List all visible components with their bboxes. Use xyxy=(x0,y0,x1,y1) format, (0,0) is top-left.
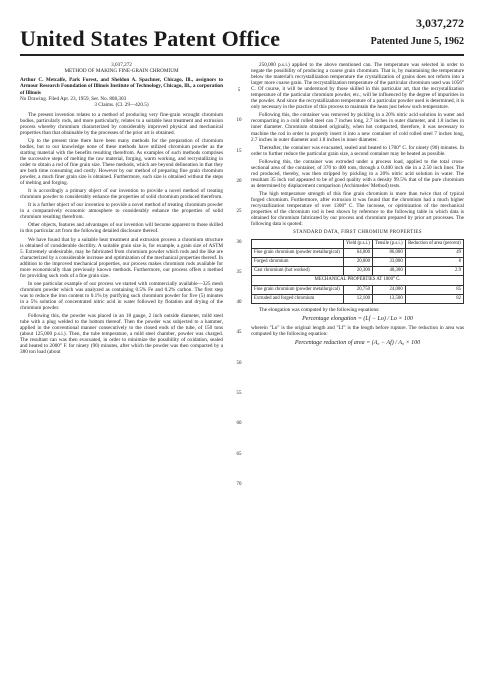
table-cell: 49 xyxy=(405,249,463,258)
line-number: 50 xyxy=(236,360,242,366)
paragraph: We have found that by a suitable heat treatment and extrusion process a chromium structure is obtained of considerable ductility. A suitable grain size is, for example, a grain size of ASTM 5. Extremely undesirable, may be fabricated from chromium powder which rods and the like are characterized by a considerable increase and optimization of the mechanical properties thereof. In addition to the improved mechanical properties, our process makes chromium rods available for more economically than previously known methods. Furthermore, our process offers a method for providing such rods of a fine grain size. xyxy=(20,236,223,279)
line-number: 45 xyxy=(236,330,242,336)
paragraph: The high temperature strength of this fine grain chromium is more than twice that of typical forged chromium. Furthermore, after extrusion it was found that the chromium had a much higher recrystallization temperature of over 1300° C. The increase, or optimization of the mechanical properties of the chromium rod is best shown by reference to the following table in which data is obtained for chromium fabricated by our process and chromium prepared by prior art processes. The following data is quoted: xyxy=(251,190,464,228)
table-cell: Fine grain chromium (powder metallurgical) xyxy=(252,249,344,258)
claims-info: 3 Claims. (Cl. 29—420.5) xyxy=(94,101,149,108)
table-cell: 20,300 xyxy=(343,267,372,276)
table-header-cell: Yield (p.s.i.) xyxy=(343,240,372,249)
header-rule xyxy=(20,54,464,56)
paragraph: 250,000 p.s.i.) applied to the above mentioned can. The temperature was selected in order to negate the possibility of producing a coarse grain chromium. That is, by maintaining the temperature below the material's recrystallization temperature the crystallization of grains does not reform into a larger more coarse grain. The recrystallization temperature of the particular chromium used was 1056° C. Of course, it will be understood by those skilled in this particular art, that the recrystallization temperature of the particular chromium powder, etc., will be influenced by the degree of impurities in the powder. And since the recrystallization temperature of a particular powder used is determined, it is only necessary in the practice of this process to maintain the heats just below such temperature. xyxy=(251,62,464,111)
invention-title: METHOD OF MAKING FINE-GRAIN CHROMIUM xyxy=(64,68,179,75)
paragraph: Thereafter, the container was evacuated, sealed and heated to 1700° C. for ninety (90) minutes. In order to further reduce the particular grain size, a second container may be heated as possible. xyxy=(251,144,464,157)
properties-table xyxy=(251,239,464,303)
paragraph: Up to the present time there have been many methods for the preparation of chromium bodies, but to our knowledge none of these methods have utilized chromium powder as the starting material with the benefits resulting therefrom. As examples of such methods comprises the successive steps of melting the raw material, forging, warm working, and recrystallizing in order to obtain a rod of fine grain size. These methods, which are beyond delineation in that they are both time consuming and costly. However by our method of preparing fine grain chromium powder, a much finer grain size is obtained. Furthermore, such size is obtained without the steps of melting and forging. xyxy=(20,137,223,187)
inventors: Arthur C. Metcalfe, Park Forest, and Sheldon A. Spachner, Chicago, Ill., assignors to Armour Research Foundation of Illinois Institute of Technology, Chicago, Ill., a corporation of Illinois xyxy=(20,77,223,96)
title-block xyxy=(20,62,223,74)
line-number: 20 xyxy=(236,178,242,184)
line-number: 55 xyxy=(236,391,242,396)
line-number: 40 xyxy=(236,300,242,306)
left-column xyxy=(20,62,223,357)
table-header-cell xyxy=(252,240,344,249)
line-number: 25 xyxy=(236,209,242,215)
reduction-formula: Percentage reduction of area = (A₀ − Af) / A₀ × 100 xyxy=(294,339,421,346)
right-column xyxy=(251,62,464,349)
paragraph: It is a further object of our invention to provide a novel method of treating chromium powder in a comparatively economic atmosphere to considerably enhance the properties of solid chromium resulting therefrom. xyxy=(20,202,223,221)
table-cell: 24,000 xyxy=(373,285,406,294)
right-body-a xyxy=(251,62,464,227)
table-cell: 2.9 xyxy=(405,267,463,276)
paragraph: In one particular example of our process we started with commercially available—325 mesh chromium powder which was analyzed as containing 0.5% Fe and 0.2% carbon. The first step was to reduce the iron content to 0.1% by purifying such chromium powder for five (5) minutes in a 5% solution of concentrated nitric acid in water followed by flotation and drying of the chromium powder. xyxy=(20,280,223,312)
left-body xyxy=(20,112,223,356)
line-number: 30 xyxy=(236,239,242,245)
table-cell: 20,000 xyxy=(343,258,372,267)
table-body-mid xyxy=(252,285,464,303)
table-cell: Fine grain chromium (powder metallurgical) xyxy=(252,285,344,294)
elongation-intro: The elongation was computed by the following equations: xyxy=(259,306,380,313)
table-cell: 64,000 xyxy=(343,249,372,258)
line-number: 70 xyxy=(236,481,242,487)
table-cell: Cast chromium (hot worked) xyxy=(252,267,344,276)
paragraph: The present invention relates to a method of producing very fine-grain wrought chromium bodies, particularly rods, and more particularly, relates to a suitable heat treatment and extrusion process whereby chromium characterized by considerably improved physical and mechanical properties than that obtainable by the processes of the prior art is obtained. xyxy=(20,111,223,136)
reduction-intro: wherein "Lo" is the original length and "Lf" is the length before rupture. The reduction in area was computed by the following equation: xyxy=(251,324,464,337)
line-number: 35 xyxy=(236,269,242,275)
paragraph: It is accordingly a primary object of our invention to provide a novel method of treating chromium powder to considerably enhance the properties of solid chromium produced therefrom. xyxy=(20,188,223,201)
table-row xyxy=(252,249,464,258)
table-cell: 12,100 xyxy=(343,294,372,303)
filing-info: No Drawing. Filed Apr. 23, 1959, Ser. No. 808,303 xyxy=(20,95,127,102)
paragraph: Following this, the container was extruded under a process load, applied to the total cross-sectional area of the container, of 370 to 400 tons, through a 0.400 inch die in a 2.50 inch liner. The rod produced, thereby, was then stripped by pickling in a 20% nitric acid solution in water. The resultant 35 inch rod appeared to be of good quality with a density 99.5% that of the pure chromium as determined by displacement comparison (Archimedes' Method) tests. xyxy=(251,158,464,189)
patent-date: Patented June 5, 1962 xyxy=(370,36,464,47)
table-row xyxy=(252,267,464,276)
table-cell: 86,000 xyxy=(373,249,406,258)
table-row xyxy=(252,285,464,294)
table-header-cell: Reduction of area (percent) xyxy=(405,240,463,249)
paragraph: Following this, the container was removed by pickling in a 20% nitric acid solution in water and recompacting in a cold rolled steel can 7 inches long, 2.7 inches in outer diameter, and 1.8 inches in inner diameter. Chromium obtained originally, when hot compacted, therefore, it was necessary to machine the rod in order to properly insert it into a new container of cold rolled steel 7 inches long, 2.7 inches in outer diameter and 1.8 inches in inner diameter. xyxy=(251,112,464,143)
table-cell: 85 xyxy=(405,285,463,294)
line-number: 5 xyxy=(237,88,241,93)
table-cell: 8 xyxy=(405,258,463,267)
table-cell: 40,300 xyxy=(373,267,406,276)
line-number: 65 xyxy=(236,451,242,457)
line-number: 60 xyxy=(236,421,242,427)
line-number: 15 xyxy=(236,148,242,154)
table-body-top xyxy=(252,249,464,276)
patent-number: 3,037,272 xyxy=(416,16,464,30)
table-row xyxy=(252,294,464,303)
table-cell: 13,500 xyxy=(373,294,406,303)
table-header-cell: Tensile (p.s.i.) xyxy=(373,240,406,249)
inventor-block xyxy=(20,77,223,107)
table-cell: Extruded and forged chromium xyxy=(252,294,344,303)
table-cell: Forged chromium xyxy=(252,258,344,267)
table-caption-mid: MECHANICAL PROPERTIES AT 1000° C. xyxy=(252,276,464,285)
paragraph: Following this, the powder was placed in an 18 gauge, 2 inch outside diameter, mild steel tube with a plug welded to the bottom thereof. Then the powder was subjected to a hammer, applied in the conventional manner consecutively to the closed ends of the tube, of 150 tons (about 125,000 p.s.i.). Then, the tube temperature, a mild steel chamber, powder was charged. The resultant can was then evacuated, in order to minimize the possibility of oxidation, sealed and heated to 2000° F. for ninety (90) minutes, after which the powder was then compacted by a 380 ton load (about xyxy=(20,313,223,356)
paragraph: Other objects, features and advantages of our invention will become apparent to those skilled in this particular art from the following detailed disclosure thereof. xyxy=(20,222,223,235)
elongation-formula: Percentage elongation = (Lf − Lo) / Lo × 100 xyxy=(302,315,413,322)
title-number: 3,037,272 xyxy=(111,62,132,68)
office-title: United States Patent Office xyxy=(20,26,281,51)
table-cell: 82 xyxy=(405,294,463,303)
table-cell: 20,750 xyxy=(343,285,372,294)
table-caption-top: STANDARD DATA, FIRST CHROMIUM PROPERTIES xyxy=(293,230,422,236)
table-cell: 33,000 xyxy=(373,258,406,267)
line-number: 10 xyxy=(236,118,242,124)
table-header-row xyxy=(252,240,464,249)
table-row xyxy=(252,258,464,267)
